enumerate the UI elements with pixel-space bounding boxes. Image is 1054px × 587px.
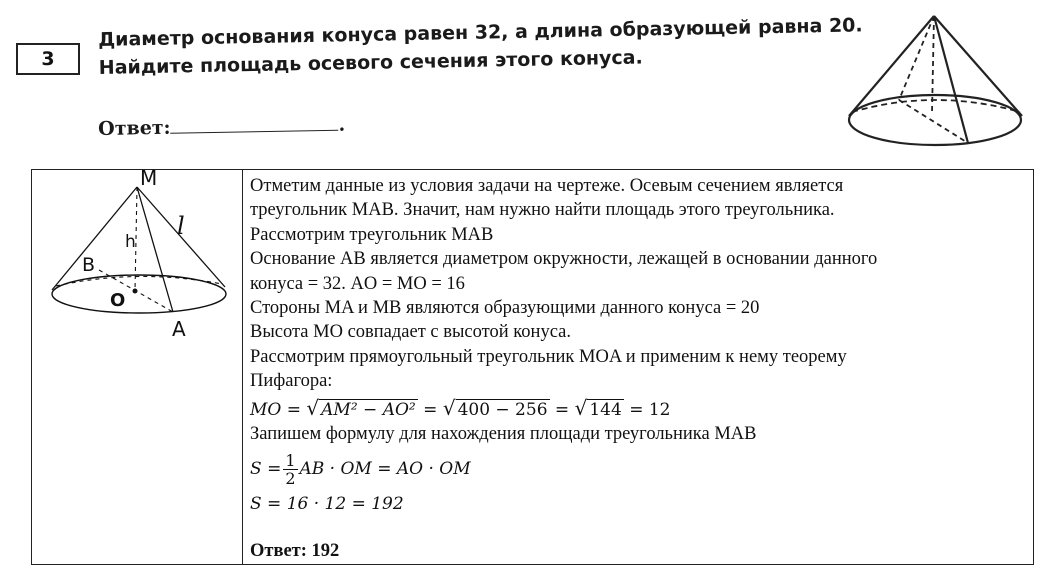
- cone-base-ellipse: [849, 95, 1021, 145]
- problem-block: [0, 0, 1054, 165]
- cone-height: [932, 16, 934, 113]
- area-calc: S = 16 · 12 = 192: [250, 494, 404, 515]
- label-h: h: [125, 232, 136, 252]
- solution-figure-cell: [32, 170, 243, 564]
- formula-lhs: MO: [250, 399, 282, 420]
- solution-line: Отметим данные из условия задачи на чертеже. Осевым сечением является: [250, 176, 844, 196]
- sqrt-term-3: 144: [589, 399, 622, 420]
- solution-line: треугольник MAB. Значит, нам нужно найти площадь этого треугольника.: [250, 200, 835, 221]
- area-formula: S = $\frac{1}{2}$ AB · OM = AO · OM: [250, 450, 471, 488]
- hw-hidden-arc: [56, 276, 222, 286]
- answer-label: Ответ:: [98, 116, 171, 140]
- fraction-one-half: $\frac{1}{2}$: [285, 450, 296, 488]
- answer-blank: [170, 114, 338, 134]
- formula-result: 12: [648, 399, 671, 420]
- answer-field: [98, 114, 345, 140]
- sqrt-term-1: AM² − AO²: [321, 399, 416, 420]
- label-B: B: [82, 254, 96, 276]
- problem-text-line2: Найдите площадь осевого сечения этого конуса.: [98, 46, 643, 79]
- label-l: l: [177, 212, 185, 240]
- solution-line: Высота MO совпадает с высотой конуса.: [250, 322, 571, 343]
- pythagoras-formula: MO = √ AM² − AO² = √ 400 − 256 = √ 144 = 12: [250, 395, 671, 420]
- problem-number: 3: [16, 43, 80, 75]
- hw-generatrix: [137, 187, 173, 312]
- sqrt-term-2: 400 − 256: [457, 399, 548, 420]
- area-formula-lhs: S: [250, 459, 262, 480]
- label-O: O: [110, 290, 126, 311]
- cone-figure-handwritten: [32, 170, 242, 370]
- area-formula-rest: AB · OM = AO · OM: [299, 459, 471, 480]
- solution-line: конуса = 32. AO = MO = 16: [250, 273, 465, 294]
- label-A: A: [172, 317, 186, 341]
- cone-figure-printed: [840, 8, 1030, 153]
- final-answer: Ответ: 192: [250, 540, 340, 561]
- problem-text: [98, 11, 863, 82]
- solution-line: Рассмотрим прямоугольный треугольник MOA и применим к нему теорему: [250, 346, 847, 367]
- hw-center-point: [133, 289, 138, 294]
- label-M: M: [140, 170, 158, 190]
- solution-line: Рассмотрим треугольник MAB: [250, 224, 494, 245]
- solution-line: Пифагора:: [250, 371, 333, 392]
- answer-dot: .: [338, 113, 346, 136]
- solution-line: Стороны MA и MB являются образующими данного конуса = 20: [250, 298, 760, 319]
- formula-eq: =: [286, 399, 301, 420]
- solution-line: Основание AB является диаметром окружности, лежащей в основании данного: [250, 249, 878, 270]
- cone-hidden-edge: [899, 16, 934, 100]
- solution-table: [31, 169, 1034, 565]
- solution-text-cell: [250, 174, 1030, 563]
- problem-text-line1: Диаметр основания конуса равен 32, а длина образующей равна 20.: [98, 14, 863, 51]
- spacer: [250, 517, 1030, 539]
- solution-line-area: Запишем формулу для нахождения площади треугольника MAB: [250, 424, 757, 445]
